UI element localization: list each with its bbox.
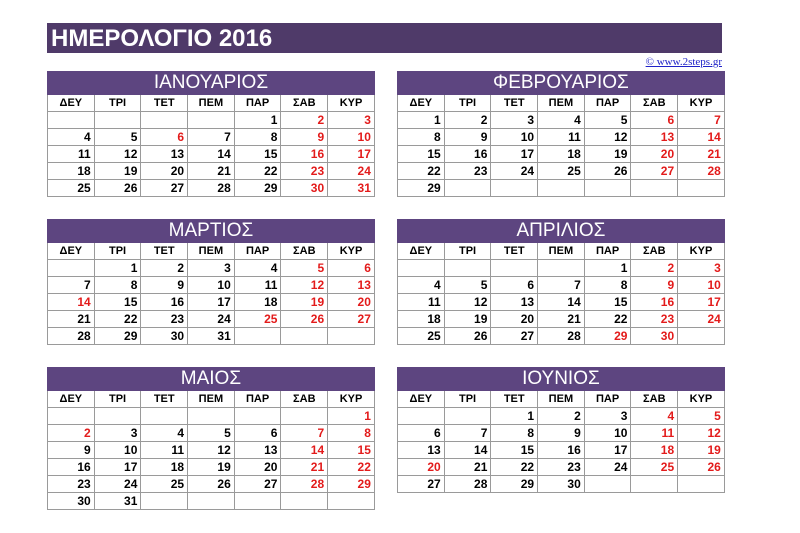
day-cell: 30 <box>141 328 188 345</box>
day-cell: 3 <box>491 112 538 129</box>
weekday-header: ΠΕΜ <box>188 243 235 260</box>
day-cell: 7 <box>444 425 491 442</box>
empty-cell <box>141 112 188 129</box>
day-cell: 18 <box>398 311 445 328</box>
day-cell: 9 <box>538 425 585 442</box>
month-name: ΑΠΡΙΛΙΟΣ <box>398 220 725 243</box>
day-cell: 17 <box>328 146 375 163</box>
day-cell: 31 <box>328 180 375 197</box>
day-cell: 13 <box>631 129 678 146</box>
weekday-header: ΤΕΤ <box>141 95 188 112</box>
weekday-header: ΚΥΡ <box>328 95 375 112</box>
day-cell: 5 <box>281 260 328 277</box>
day-cell: 7 <box>538 277 585 294</box>
day-cell: 4 <box>631 408 678 425</box>
weekday-header: ΠΕΜ <box>538 391 585 408</box>
day-cell: 26 <box>281 311 328 328</box>
weekday-header: ΤΕΤ <box>141 243 188 260</box>
day-cell: 1 <box>398 112 445 129</box>
day-cell: 4 <box>141 425 188 442</box>
empty-cell <box>281 328 328 345</box>
month-table <box>397 367 725 493</box>
empty-cell <box>281 408 328 425</box>
day-cell: 2 <box>444 112 491 129</box>
empty-cell <box>538 260 585 277</box>
day-cell: 10 <box>188 277 235 294</box>
day-cell: 22 <box>398 163 445 180</box>
weekday-header: ΠΕΜ <box>538 243 585 260</box>
day-cell: 16 <box>538 442 585 459</box>
day-cell: 28 <box>281 476 328 493</box>
weekday-header: ΚΥΡ <box>678 95 725 112</box>
empty-cell <box>188 112 235 129</box>
day-cell: 1 <box>234 112 281 129</box>
day-cell: 20 <box>631 146 678 163</box>
site-link[interactable]: © www.2steps.gr <box>645 56 722 68</box>
day-cell: 17 <box>188 294 235 311</box>
day-cell: 6 <box>141 129 188 146</box>
weekday-header: ΠΕΜ <box>188 95 235 112</box>
day-cell: 27 <box>398 476 445 493</box>
day-cell: 5 <box>584 112 631 129</box>
day-cell: 9 <box>631 277 678 294</box>
day-cell: 8 <box>234 129 281 146</box>
day-cell: 22 <box>234 163 281 180</box>
day-cell: 28 <box>188 180 235 197</box>
day-cell: 13 <box>491 294 538 311</box>
day-cell: 26 <box>94 180 141 197</box>
day-cell: 24 <box>678 311 725 328</box>
empty-cell <box>48 260 95 277</box>
day-cell: 6 <box>234 425 281 442</box>
day-cell: 2 <box>631 260 678 277</box>
day-cell: 7 <box>281 425 328 442</box>
day-cell: 29 <box>328 476 375 493</box>
weekday-header: ΠΑΡ <box>234 95 281 112</box>
month-name: ΙΑΝΟΥΑΡΙΟΣ <box>48 72 375 95</box>
day-cell: 11 <box>538 129 585 146</box>
day-cell: 20 <box>491 311 538 328</box>
day-cell: 11 <box>48 146 95 163</box>
day-cell: 7 <box>188 129 235 146</box>
day-cell: 27 <box>631 163 678 180</box>
day-cell: 17 <box>94 459 141 476</box>
empty-cell <box>444 260 491 277</box>
day-cell: 5 <box>678 408 725 425</box>
day-cell: 14 <box>48 294 95 311</box>
month-name: ΜΑΡΤΙΟΣ <box>48 220 375 243</box>
empty-cell <box>678 476 725 493</box>
empty-cell <box>491 260 538 277</box>
month-table <box>47 71 375 197</box>
day-cell: 21 <box>281 459 328 476</box>
day-cell: 23 <box>141 311 188 328</box>
day-cell: 26 <box>188 476 235 493</box>
month-table <box>47 367 375 510</box>
weekday-header: ΤΡΙ <box>444 391 491 408</box>
day-cell: 16 <box>631 294 678 311</box>
day-cell: 3 <box>328 112 375 129</box>
weekday-header: ΠΑΡ <box>584 95 631 112</box>
day-cell: 22 <box>491 459 538 476</box>
day-cell: 29 <box>398 180 445 197</box>
empty-cell <box>584 476 631 493</box>
day-cell: 10 <box>584 425 631 442</box>
day-cell: 9 <box>444 129 491 146</box>
day-cell: 2 <box>538 408 585 425</box>
weekday-header: ΤΕΤ <box>141 391 188 408</box>
day-cell: 23 <box>48 476 95 493</box>
empty-cell <box>444 180 491 197</box>
empty-cell <box>141 493 188 510</box>
day-cell: 24 <box>328 163 375 180</box>
day-cell: 26 <box>444 328 491 345</box>
day-cell: 12 <box>584 129 631 146</box>
day-cell: 18 <box>631 442 678 459</box>
day-cell: 2 <box>48 425 95 442</box>
day-cell: 3 <box>94 425 141 442</box>
day-cell: 1 <box>584 260 631 277</box>
day-cell: 4 <box>398 277 445 294</box>
month-table <box>47 219 375 345</box>
day-cell: 21 <box>48 311 95 328</box>
day-cell: 25 <box>234 311 281 328</box>
month-name: ΜΑΙΟΣ <box>48 368 375 391</box>
day-cell: 22 <box>94 311 141 328</box>
day-cell: 1 <box>94 260 141 277</box>
day-cell: 29 <box>234 180 281 197</box>
weekday-header: ΚΥΡ <box>678 243 725 260</box>
day-cell: 14 <box>678 129 725 146</box>
day-cell: 10 <box>491 129 538 146</box>
empty-cell <box>94 408 141 425</box>
day-cell: 21 <box>188 163 235 180</box>
day-cell: 27 <box>491 328 538 345</box>
weekday-header: ΔΕΥ <box>48 95 95 112</box>
weekday-header: ΤΕΤ <box>491 95 538 112</box>
day-cell: 7 <box>678 112 725 129</box>
day-cell: 8 <box>94 277 141 294</box>
weekday-header: ΤΡΙ <box>444 95 491 112</box>
weekday-header: ΠΑΡ <box>234 391 281 408</box>
day-cell: 27 <box>141 180 188 197</box>
weekday-header: ΣΑΒ <box>631 95 678 112</box>
day-cell: 19 <box>584 146 631 163</box>
day-cell: 14 <box>444 442 491 459</box>
day-cell: 9 <box>141 277 188 294</box>
empty-cell <box>141 408 188 425</box>
day-cell: 21 <box>444 459 491 476</box>
weekday-header: ΣΑΒ <box>281 95 328 112</box>
weekday-header: ΤΕΤ <box>491 243 538 260</box>
day-cell: 24 <box>491 163 538 180</box>
empty-cell <box>678 180 725 197</box>
weekday-header: ΤΡΙ <box>94 243 141 260</box>
day-cell: 29 <box>584 328 631 345</box>
empty-cell <box>234 328 281 345</box>
day-cell: 11 <box>398 294 445 311</box>
day-cell: 13 <box>328 277 375 294</box>
day-cell: 26 <box>678 459 725 476</box>
day-cell: 30 <box>281 180 328 197</box>
day-cell: 12 <box>678 425 725 442</box>
weekday-header: ΤΡΙ <box>94 95 141 112</box>
weekday-header: ΠΕΜ <box>538 95 585 112</box>
weekday-header: ΔΕΥ <box>398 243 445 260</box>
day-cell: 9 <box>281 129 328 146</box>
month-name: ΦΕΒΡΟΥΑΡΙΟΣ <box>398 72 725 95</box>
day-cell: 15 <box>398 146 445 163</box>
day-cell: 6 <box>398 425 445 442</box>
day-cell: 13 <box>234 442 281 459</box>
day-cell: 14 <box>188 146 235 163</box>
empty-cell <box>584 180 631 197</box>
day-cell: 15 <box>584 294 631 311</box>
day-cell: 2 <box>281 112 328 129</box>
empty-cell <box>48 408 95 425</box>
day-cell: 17 <box>678 294 725 311</box>
day-cell: 24 <box>584 459 631 476</box>
day-cell: 20 <box>328 294 375 311</box>
day-cell: 7 <box>48 277 95 294</box>
day-cell: 15 <box>234 146 281 163</box>
day-cell: 31 <box>94 493 141 510</box>
day-cell: 21 <box>538 311 585 328</box>
empty-cell <box>94 112 141 129</box>
day-cell: 23 <box>281 163 328 180</box>
day-cell: 29 <box>94 328 141 345</box>
day-cell: 15 <box>328 442 375 459</box>
day-cell: 6 <box>328 260 375 277</box>
day-cell: 17 <box>584 442 631 459</box>
day-cell: 15 <box>94 294 141 311</box>
day-cell: 27 <box>328 311 375 328</box>
day-cell: 18 <box>48 163 95 180</box>
day-cell: 4 <box>234 260 281 277</box>
weekday-header: ΤΡΙ <box>444 243 491 260</box>
day-cell: 30 <box>48 493 95 510</box>
day-cell: 11 <box>234 277 281 294</box>
day-cell: 4 <box>538 112 585 129</box>
day-cell: 17 <box>491 146 538 163</box>
day-cell: 8 <box>491 425 538 442</box>
day-cell: 25 <box>631 459 678 476</box>
empty-cell <box>48 112 95 129</box>
day-cell: 18 <box>234 294 281 311</box>
day-cell: 30 <box>538 476 585 493</box>
day-cell: 21 <box>678 146 725 163</box>
weekday-header: ΣΑΒ <box>281 391 328 408</box>
day-cell: 24 <box>188 311 235 328</box>
weekday-header: ΔΕΥ <box>48 243 95 260</box>
empty-cell <box>234 408 281 425</box>
day-cell: 30 <box>631 328 678 345</box>
day-cell: 1 <box>328 408 375 425</box>
day-cell: 28 <box>48 328 95 345</box>
weekday-header: ΠΑΡ <box>234 243 281 260</box>
day-cell: 9 <box>48 442 95 459</box>
empty-cell <box>188 493 235 510</box>
empty-cell <box>678 328 725 345</box>
day-cell: 12 <box>188 442 235 459</box>
day-cell: 6 <box>491 277 538 294</box>
empty-cell <box>328 328 375 345</box>
empty-cell <box>398 408 445 425</box>
empty-cell <box>491 180 538 197</box>
weekday-header: ΤΕΤ <box>491 391 538 408</box>
day-cell: 8 <box>584 277 631 294</box>
day-cell: 14 <box>281 442 328 459</box>
day-cell: 26 <box>584 163 631 180</box>
weekday-header: ΠΕΜ <box>188 391 235 408</box>
month-table <box>397 219 725 345</box>
day-cell: 8 <box>328 425 375 442</box>
weekday-header: ΤΡΙ <box>94 391 141 408</box>
day-cell: 10 <box>94 442 141 459</box>
day-cell: 4 <box>48 129 95 146</box>
weekday-header: ΚΥΡ <box>678 391 725 408</box>
empty-cell <box>538 180 585 197</box>
day-cell: 13 <box>398 442 445 459</box>
weekday-header: ΚΥΡ <box>328 391 375 408</box>
day-cell: 29 <box>491 476 538 493</box>
day-cell: 5 <box>444 277 491 294</box>
day-cell: 19 <box>444 311 491 328</box>
weekday-header: ΔΕΥ <box>398 391 445 408</box>
day-cell: 24 <box>94 476 141 493</box>
weekday-header: ΣΑΒ <box>631 243 678 260</box>
day-cell: 11 <box>141 442 188 459</box>
weekday-header: ΔΕΥ <box>48 391 95 408</box>
day-cell: 20 <box>398 459 445 476</box>
empty-cell <box>444 408 491 425</box>
day-cell: 16 <box>444 146 491 163</box>
day-cell: 12 <box>444 294 491 311</box>
day-cell: 25 <box>398 328 445 345</box>
empty-cell <box>234 493 281 510</box>
empty-cell <box>328 493 375 510</box>
day-cell: 19 <box>188 459 235 476</box>
day-cell: 19 <box>281 294 328 311</box>
day-cell: 10 <box>678 277 725 294</box>
day-cell: 13 <box>141 146 188 163</box>
day-cell: 25 <box>538 163 585 180</box>
day-cell: 27 <box>234 476 281 493</box>
day-cell: 20 <box>234 459 281 476</box>
month-name: ΙΟΥΝΙΟΣ <box>398 368 725 391</box>
day-cell: 12 <box>281 277 328 294</box>
weekday-header: ΣΑΒ <box>281 243 328 260</box>
weekday-header: ΚΥΡ <box>328 243 375 260</box>
day-cell: 23 <box>444 163 491 180</box>
day-cell: 3 <box>678 260 725 277</box>
empty-cell <box>631 180 678 197</box>
day-cell: 28 <box>538 328 585 345</box>
day-cell: 18 <box>538 146 585 163</box>
weekday-header: ΣΑΒ <box>631 391 678 408</box>
day-cell: 25 <box>141 476 188 493</box>
empty-cell <box>398 260 445 277</box>
month-table <box>397 71 725 197</box>
calendar-title: ΗΜΕΡΟΛΟΓΙΟ 2016 <box>47 23 722 53</box>
day-cell: 11 <box>631 425 678 442</box>
weekday-header: ΠΑΡ <box>584 243 631 260</box>
day-cell: 2 <box>141 260 188 277</box>
day-cell: 15 <box>491 442 538 459</box>
day-cell: 22 <box>584 311 631 328</box>
day-cell: 10 <box>328 129 375 146</box>
day-cell: 16 <box>141 294 188 311</box>
day-cell: 31 <box>188 328 235 345</box>
day-cell: 19 <box>94 163 141 180</box>
day-cell: 5 <box>94 129 141 146</box>
weekday-header: ΠΑΡ <box>584 391 631 408</box>
day-cell: 16 <box>48 459 95 476</box>
empty-cell <box>281 493 328 510</box>
day-cell: 5 <box>188 425 235 442</box>
day-cell: 6 <box>631 112 678 129</box>
day-cell: 18 <box>141 459 188 476</box>
day-cell: 28 <box>678 163 725 180</box>
day-cell: 19 <box>678 442 725 459</box>
empty-cell <box>188 408 235 425</box>
day-cell: 14 <box>538 294 585 311</box>
day-cell: 8 <box>398 129 445 146</box>
day-cell: 12 <box>94 146 141 163</box>
day-cell: 28 <box>444 476 491 493</box>
day-cell: 23 <box>538 459 585 476</box>
day-cell: 1 <box>491 408 538 425</box>
day-cell: 20 <box>141 163 188 180</box>
empty-cell <box>631 476 678 493</box>
day-cell: 25 <box>48 180 95 197</box>
weekday-header: ΔΕΥ <box>398 95 445 112</box>
day-cell: 3 <box>188 260 235 277</box>
day-cell: 3 <box>584 408 631 425</box>
day-cell: 23 <box>631 311 678 328</box>
day-cell: 22 <box>328 459 375 476</box>
day-cell: 16 <box>281 146 328 163</box>
